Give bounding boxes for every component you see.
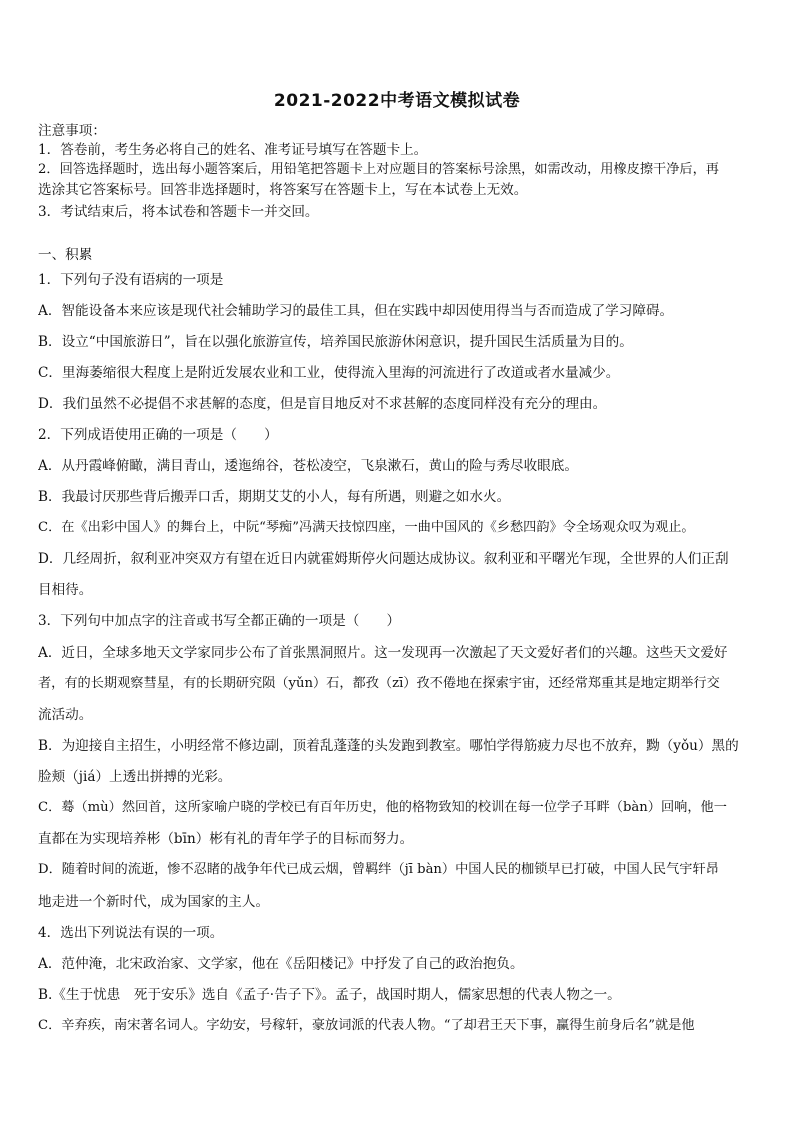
notice-item: 1．答卷前，考生务必将自己的姓名、准考证号填写在答题卡上。: [38, 142, 428, 158]
option-line: 目相待。: [38, 582, 93, 598]
option-line: 者，有的长期观察彗星，有的长期研究陨（yǔn）石，都孜（zī）孜不倦地在探索宇宙，还经常郑重其是地定期举行交: [38, 676, 720, 691]
option-line: B．我最讨厌那些背后搬弄口舌，期期艾艾的小人，每有所遇，则避之如水火。: [38, 489, 511, 505]
option-line: A．范仲淹，北宋政治家、文学家，他在《岳阳楼记》中抒发了自己的政治抱负。: [38, 956, 524, 972]
option-line: A．智能设备本来应该是现代社会辅助学习的最佳工具，但在实践中却因使用得当与否而造成了学习障碍。: [38, 303, 674, 319]
option-line: B.《生于忧患 死于安乐》选自《孟子·告子下》。孟子，战国时期人，儒家思想的代表人物之一。: [38, 987, 621, 1003]
section-heading: 一、积累: [38, 247, 93, 263]
option-line: B．设立“中国旅游日”，旨在以强化旅游宣传，培养国民旅游休闲意识，提升国民生活质量为目的。: [38, 334, 633, 350]
notice-heading: 注意事项：: [38, 123, 106, 139]
option-line: C．辛弃疾，南宋著名词人。字幼安，号稼轩，豪放词派的代表人物。“了却君王天下事，赢得生前身后名”就是他: [38, 1018, 695, 1033]
option-line: D．几经周折，叙利亚冲突双方有望在近日内就霍姆斯停火问题达成协议。叙利亚和平曙光乍现，全世界的人们正刮: [38, 551, 729, 567]
option-line: 地走进一个新时代，成为国家的主人。: [38, 894, 270, 910]
option-line: C．蓦（mù）然回首，这所家喻户晓的学校已有百年历史，他的格物致知的校训在每一位学子耳畔（bàn）回响，他一: [38, 800, 727, 815]
option-line: D．我们虽然不必提倡不求甚解的态度，但是盲目地反对不求甚解的态度同样没有充分的理由。: [38, 396, 607, 412]
notice-item: 选涂其它答案标号。回答非选择题时，将答案写在答题卡上，写在本试卷上无效。: [38, 182, 528, 198]
option-line: A．从丹霞峰俯瞰，满目青山，逶迤绵谷，苍松凌空，飞泉漱石，黄山的险与秀尽收眼底。: [38, 458, 578, 474]
option-line: D．随着时间的流逝，惨不忍睹的战争年代已成云烟，曾羁绊（jī bàn）中国人民的枷锁早已打破，中国人民气宇轩昂: [38, 862, 719, 877]
option-line: 直都在为实现培养彬（bīn）彬有礼的青年学子的目标而努力。: [38, 831, 414, 847]
question-stem: 2．下列成语使用正确的一项是（ ）: [38, 427, 278, 443]
notice-item: 3．考试结束后，将本试卷和答题卡一并交回。: [38, 204, 319, 220]
option-line: 脸颊（jiá）上透出拼搏的光彩。: [38, 769, 232, 785]
option-line: A．近日，全球多地天文学家同步公布了首张黑洞照片。这一发现再一次激起了天文爱好者们的兴趣。这些天文爱好: [38, 645, 728, 661]
option-line: 流活动。: [38, 707, 93, 723]
option-line: B．为迎接自主招生，小明经常不修边副，顶着乱蓬蓬的头发跑到教室。哪怕学得筋疲力尽也不放弃，黝（yǒu）黑的: [38, 738, 739, 754]
notice-item: 2．回答选择题时，选出每小题答案后，用铅笔把答题卡上对应题目的答案标号涂黑，如需改动，用橡皮擦干净后，再: [38, 162, 719, 177]
question-stem: 4．选出下列说法有误的一项。: [38, 925, 224, 941]
question-stem: 1．下列句子没有语病的一项是: [38, 272, 224, 288]
exam-title: 2021-2022中考语文模拟试卷: [273, 91, 521, 111]
question-stem: 3．下列句中加点字的注音或书写全都正确的一项是（ ）: [38, 613, 401, 629]
option-line: C．里海萎缩很大程度上是附近发展农业和工业，使得流入里海的河流进行了改道或者水量减少。: [38, 365, 620, 381]
option-line: C．在《出彩中国人》的舞台上，中阮“琴痴”冯满天技惊四座，一曲中国风的《乡愁四韵》令全场观众叹为观止。: [38, 520, 695, 535]
